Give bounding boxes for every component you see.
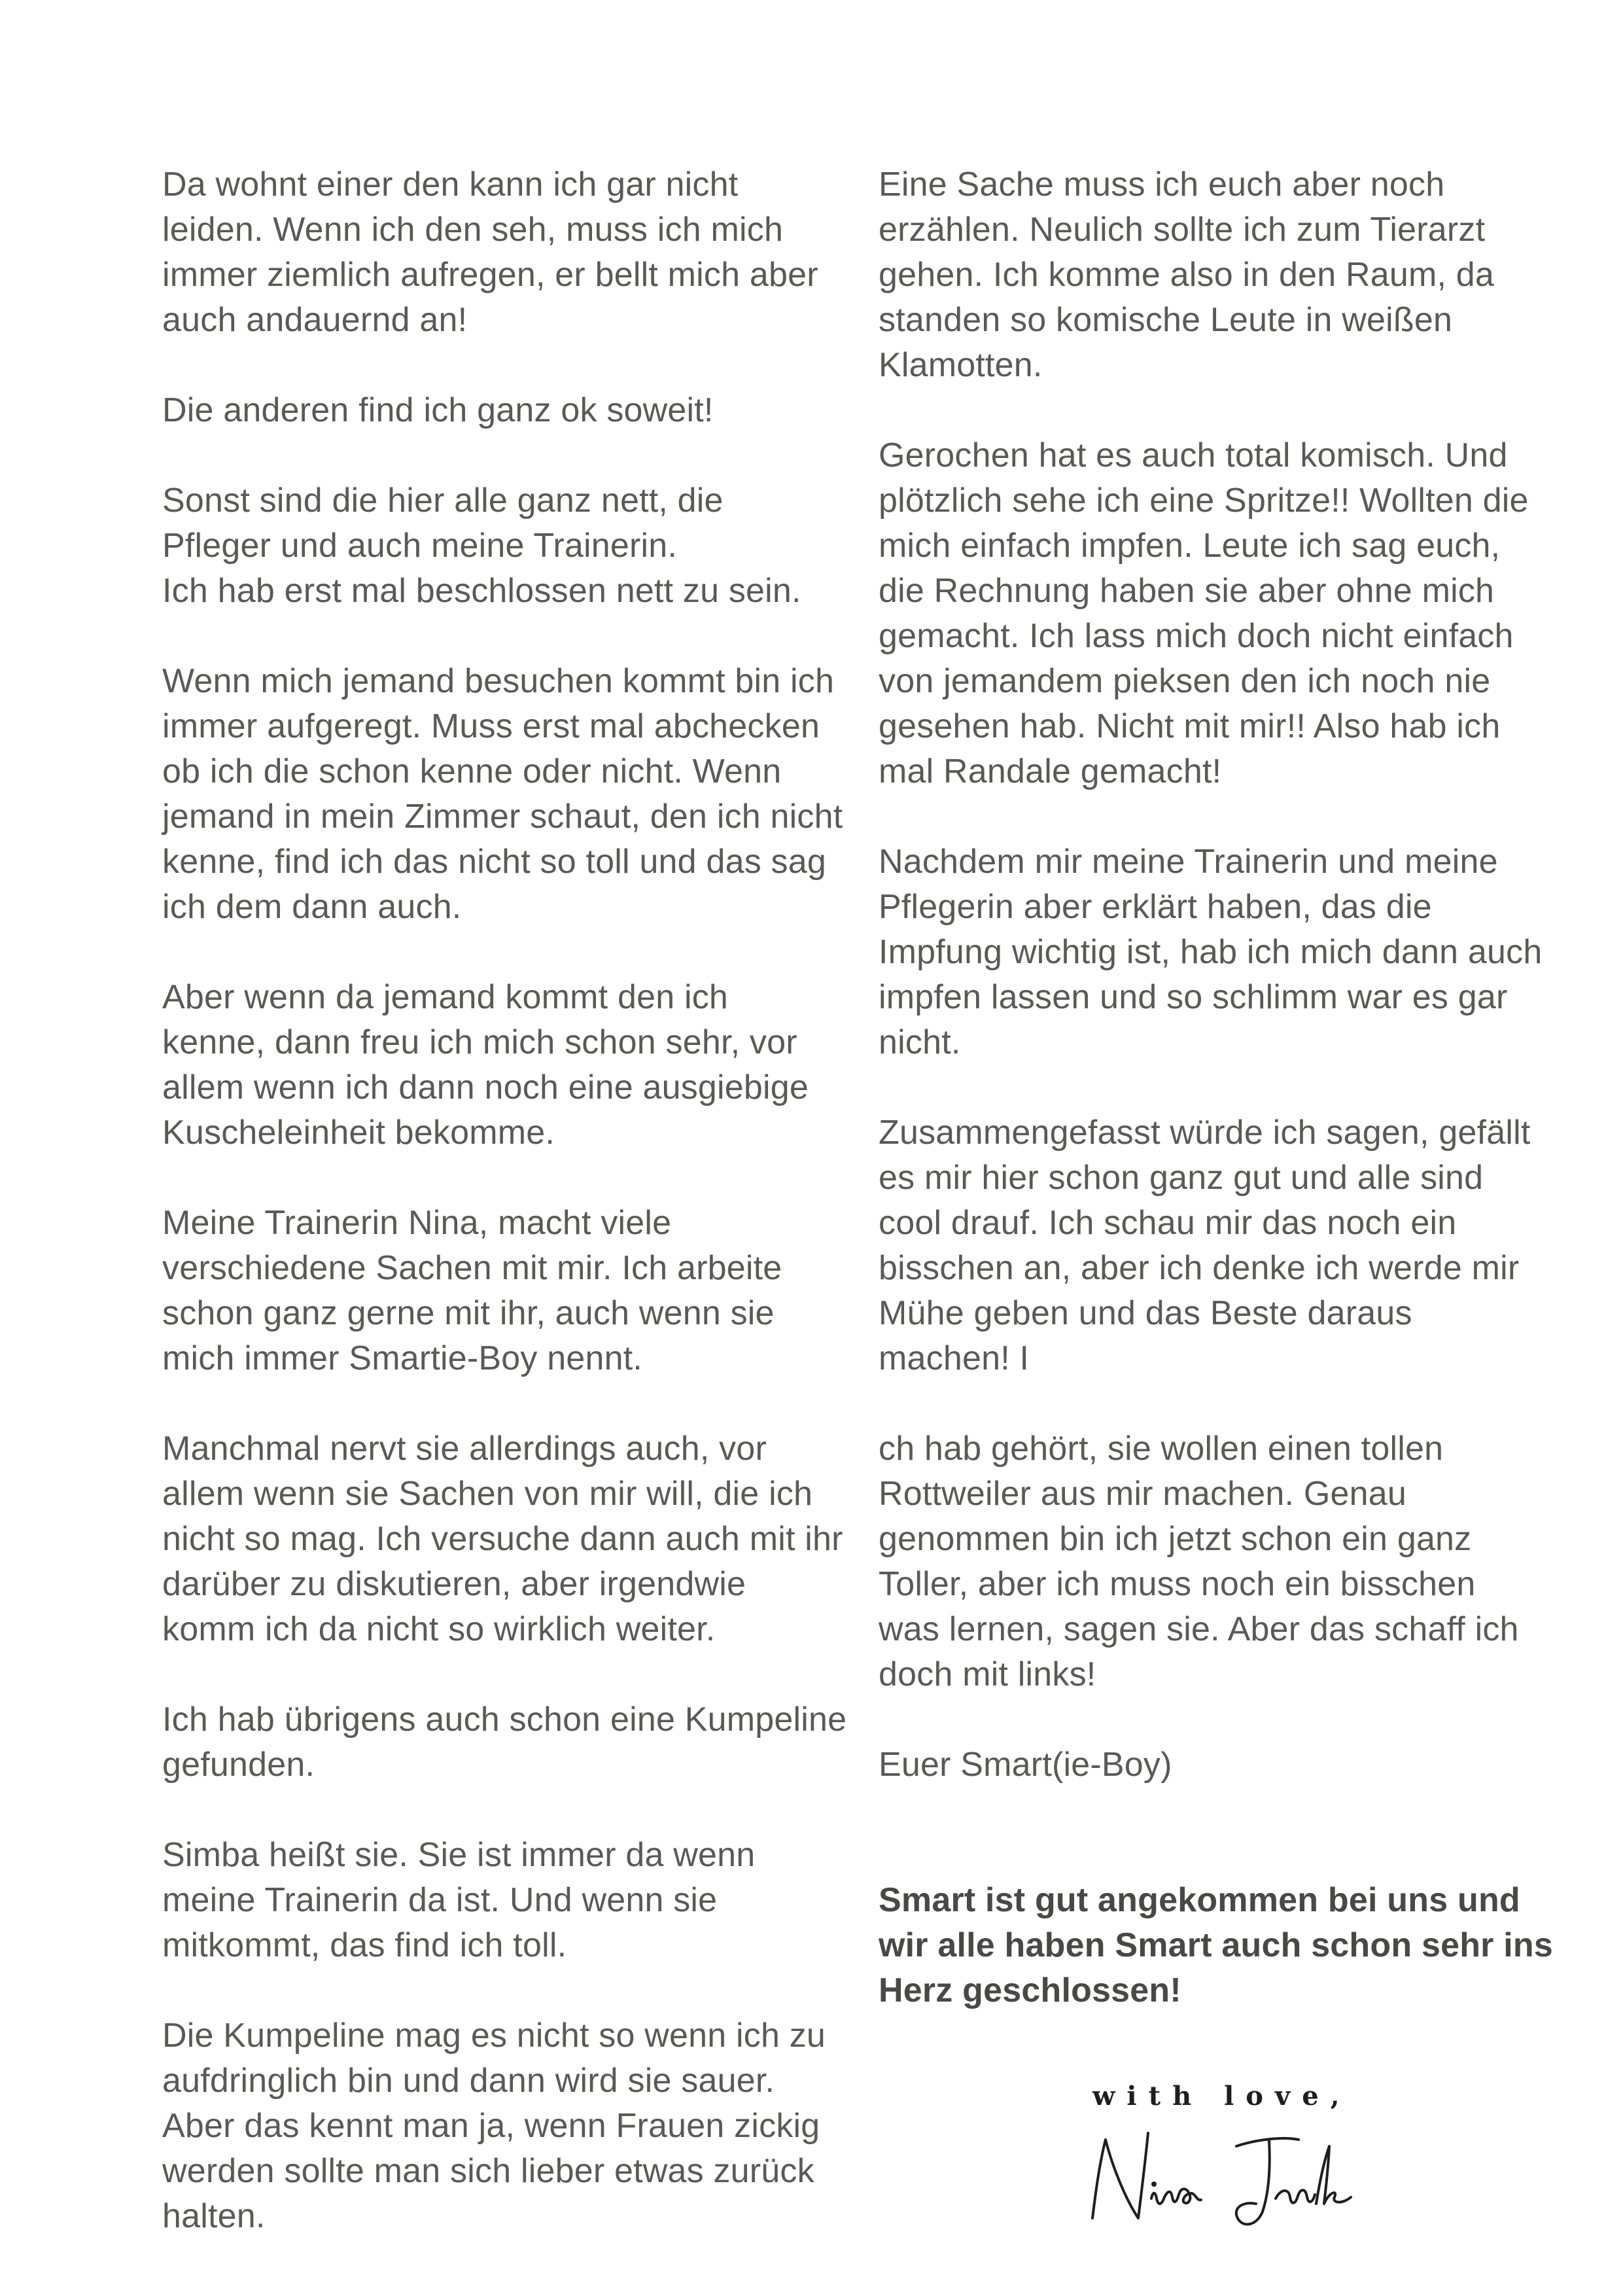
left-column [162, 162, 862, 2284]
sign-off: Euer Smart(ie-Boy) [879, 1746, 1172, 1784]
paragraph: Eine Sache muss ich euch aber noch erzählen. Neulich sollte ich zum Tierarzt gehen. Ich komme also in den Raum, da standen so komische Leute in weißen Klamotten. [879, 166, 1495, 384]
right-column [879, 162, 1585, 2013]
paragraph: Die Kumpeline mag es nicht so wenn ich zu aufdringlich bin und dann wird sie sauer. Aber das kennt man ja, wenn Frauen zickig werden sollte man sich lieber etwas zurück halten. [162, 2017, 826, 2235]
paragraph: Meine Trainerin Nina, macht viele verschiedene Sachen mit mir. Ich arbeite schon ganz gerne mit ihr, auch wenn sie mich immer Smartie-Boy nennt. [162, 1204, 782, 1377]
paragraph: Wenn mich jemand besuchen kommt bin ich immer aufgeregt. Muss erst mal abchecken ob ich die schon kenne oder nicht. Wenn jemand in mein Zimmer schaut, den ich nicht kenne, find ich das nicht so toll und das sag ich dem dann auch. [162, 662, 843, 926]
signature-block [1073, 2081, 1413, 2238]
paragraph: Nachdem mir meine Trainerin und meine Pflegerin aber erklärt haben, das die Impfung wichtig ist, hab ich mich dann auch impfen lassen und so schlimm war es gar nicht. [879, 843, 1543, 1061]
handwritten-signature [1073, 2120, 1413, 2238]
paragraph: Simba heißt sie. Sie ist immer da wenn meine Trainerin da ist. Und wenn sie mitkommt, das find ich toll. [162, 1836, 756, 1964]
paragraph: Da wohnt einer den kann ich gar nicht leiden. Wenn ich den seh, muss ich mich immer ziemlich aufregen, er bellt mich aber auch andauernd an! [162, 166, 818, 339]
paragraph: ch hab gehört, sie wollen einen tollen Rottweiler aus mir machen. Genau genommen bin ich jetzt schon ein ganz Toller, aber ich muss noch ein bisschen was lernen, sagen sie. Aber das schaff ich doch mit links! [879, 1430, 1519, 1693]
closing-greeting: with love, [1092, 2081, 1352, 2111]
paragraph: Die anderen find ich ganz ok soweit! [162, 391, 714, 429]
paragraph: Aber wenn da jemand kommt den ich kenne, dann freu ich mich schon sehr, vor allem wenn ich dann noch eine ausgiebige Kuscheleinheit bekomme. [162, 978, 809, 1152]
paragraph: Sonst sind die hier alle ganz nett, die Pfleger und auch meine Trainerin. Ich hab erst mal beschlossen nett zu sein. [162, 482, 801, 610]
paragraph: Ich hab übrigens auch schon eine Kumpeline gefunden. [162, 1701, 847, 1784]
paragraph: Gerochen hat es auch total komisch. Und plötzlich sehe ich eine Spritze!! Wollten die mich einfach impfen. Leute ich sag euch, die Rechnung haben sie aber ohne mich gemacht. Ich lass mich doch nicht einfach von jemandem pieksen den ich noch nie gesehen hab. Nicht mit mir!! Also hab ich mal Randale gemacht! [879, 436, 1529, 790]
paragraph: Zusammengefasst würde ich sagen, gefällt es mir hier schon ganz gut und alle sind cool drauf. Ich schau mir das noch ein bisschen an, aber ich denke ich werde mir Mühe geben und das Beste daraus machen! I [879, 1114, 1531, 1377]
paragraph: Manchmal nervt sie allerdings auch, vor allem wenn sie Sachen von mir will, die ich nicht so mag. Ich versuche dann auch mit ihr darüber zu diskutieren, aber irgendwie komm ich da nicht so wirklich weiter. [162, 1430, 843, 1648]
summary-statement: Smart ist gut angekommen bei uns und wir alle haben Smart auch schon sehr ins Herz geschlossen! [879, 1881, 1553, 2009]
